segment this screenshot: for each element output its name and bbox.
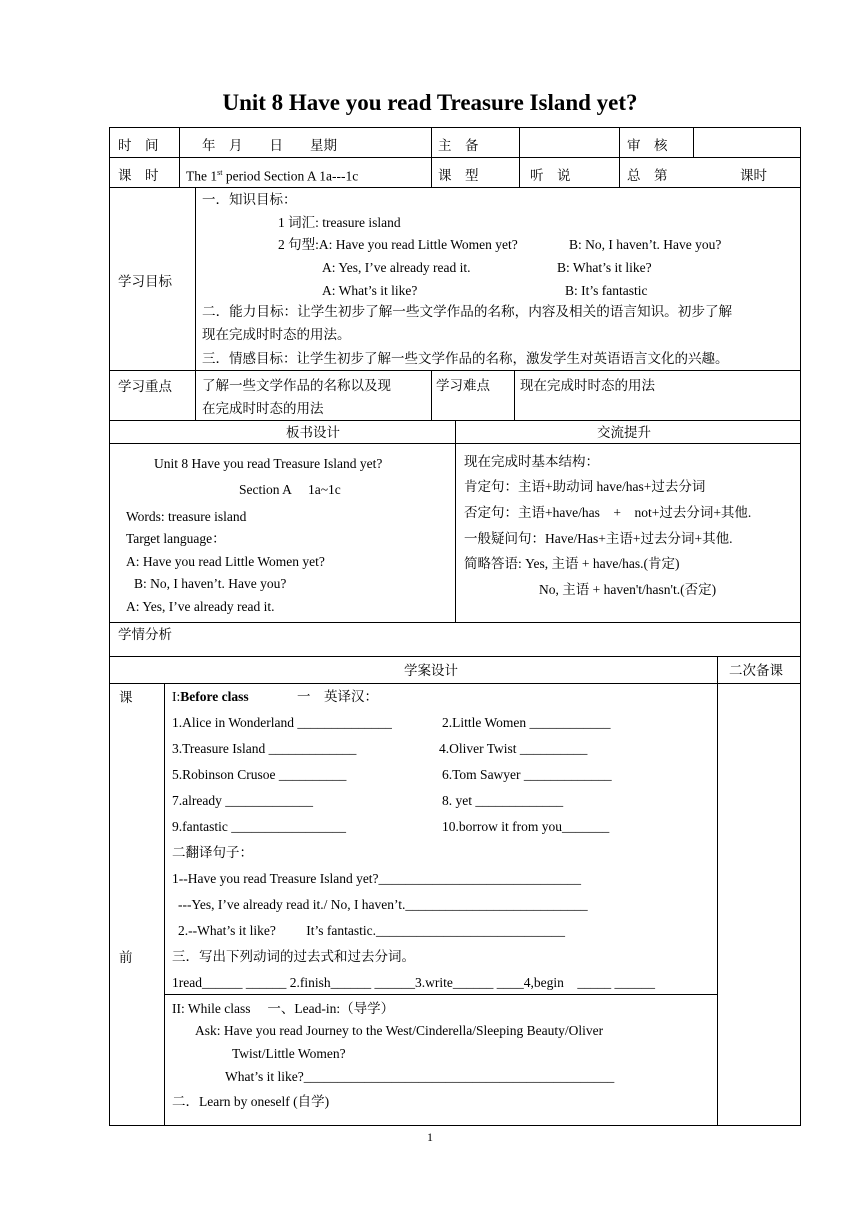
design-label: 学案设计 bbox=[404, 663, 458, 678]
ask-line: Ask: Have you read Journey to the West/Cinderella/Sleeping Beauty/Oliver bbox=[195, 1023, 604, 1038]
objective-line: B: No, I haven’t. Have you? bbox=[569, 237, 722, 252]
past-tense-line: 1read______ ______ 2.finish______ ______3.write______ ____4,begin _____ ______ bbox=[172, 975, 655, 990]
analysis-label: 学情分析 bbox=[118, 627, 172, 642]
board-line: A: Have you read Little Women yet? bbox=[126, 554, 325, 569]
exchange-line: 一般疑问句：Have/Has+主语+过去分词+其他. bbox=[464, 531, 733, 546]
exchange-line: 肯定句：主语+助动词 have/has+过去分词 bbox=[464, 479, 706, 494]
sentence-line: 1--Have you read Treasure Island yet?______________________________ bbox=[172, 871, 582, 886]
objective-line: A: What’s it like? bbox=[322, 283, 418, 298]
page-title: Unit 8 Have you read Treasure Island yet? bbox=[222, 90, 638, 115]
objective-line: B: It’s fantastic bbox=[565, 283, 648, 298]
board-line: Words: treasure island bbox=[126, 509, 247, 524]
sentence-line: 2.--What’s it like? It’s fantastic.____________________________ bbox=[178, 923, 565, 938]
review-label: 审 核 bbox=[627, 138, 668, 153]
objective-line: 1 词汇: treasure island bbox=[278, 215, 401, 230]
vocab-item: 10.borrow it from you_______ bbox=[442, 819, 610, 834]
period-label: 课 时 bbox=[118, 168, 159, 183]
main-prep-label: 主 备 bbox=[438, 138, 479, 153]
objective-line: 一．知识目标： bbox=[202, 192, 297, 207]
difficulty-text: 现在完成时时态的用法 bbox=[520, 378, 655, 393]
past-tense-title: 三．写出下列动词的过去式和过去分词。 bbox=[172, 949, 415, 964]
objective-line: A: Yes, I’ve already read it. bbox=[322, 260, 471, 275]
exchange-line: 简略答语: Yes, 主语 + have/has.(肯定) bbox=[464, 556, 680, 571]
difficulty-label: 学习难点 bbox=[436, 378, 490, 393]
board-line: B: No, I haven’t. Have you? bbox=[134, 576, 287, 591]
objective-line: 2 句型:A: Have you read Little Women yet? bbox=[278, 237, 518, 252]
board-line: Unit 8 Have you read Treasure Island yet? bbox=[154, 456, 383, 471]
date-fields: 年 月 日 星期 bbox=[202, 138, 337, 153]
board-line: Target language： bbox=[126, 531, 226, 546]
learn-line: 二．Learn by oneself (自学) bbox=[172, 1094, 330, 1109]
board-line: Section A 1a~1c bbox=[239, 482, 341, 497]
vocab-item: 3.Treasure Island _____________ bbox=[172, 741, 357, 756]
secondary-label: 二次备课 bbox=[729, 663, 783, 678]
vocab-item: 6.Tom Sawyer _____________ bbox=[442, 767, 612, 782]
objective-line: B: What’s it like? bbox=[557, 260, 652, 275]
page-number: 1 bbox=[427, 1130, 433, 1144]
vocab-item: 7.already _____________ bbox=[172, 793, 313, 808]
before-class-heading: I:Before class bbox=[172, 689, 249, 704]
total-label: 总 第 bbox=[627, 168, 668, 183]
type-label: 课 型 bbox=[438, 168, 479, 183]
translate-title: 二翻译句子： bbox=[172, 845, 253, 860]
while-class-heading: II: While class 一、Lead-in:（导学） bbox=[172, 1001, 395, 1016]
period-value: The 1st period Section A 1a---1c bbox=[186, 168, 359, 184]
vocab-item: 8. yet _____________ bbox=[442, 793, 564, 808]
ask-line: Twist/Little Women? bbox=[232, 1046, 346, 1061]
ask-line: What’s it like?______________________________________________ bbox=[225, 1069, 615, 1084]
side-char: 课 bbox=[119, 690, 133, 705]
vocab-item: 2.Little Women ____________ bbox=[442, 715, 611, 730]
exchange-line: 现在完成时基本结构： bbox=[464, 454, 599, 469]
exchange-line: No, 主语 + haven't/hasn't.(否定) bbox=[539, 582, 717, 597]
exchange-label: 交流提升 bbox=[597, 425, 651, 440]
before-class-task: 一 英译汉： bbox=[297, 689, 378, 704]
vocab-item: 1.Alice in Wonderland ______________ bbox=[172, 715, 392, 730]
hours-label: 课时 bbox=[740, 168, 767, 183]
key-points-text: 在完成时时态的用法 bbox=[202, 401, 324, 416]
side-char: 前 bbox=[119, 950, 133, 965]
key-points-text: 了解一些文学作品的名称以及现 bbox=[202, 378, 391, 393]
vocab-item: 4.Oliver Twist __________ bbox=[439, 741, 588, 756]
objective-line: 现在完成时时态的用法。 bbox=[202, 327, 351, 342]
vocab-item: 5.Robinson Crusoe __________ bbox=[172, 767, 347, 782]
objective-line: 二．能力目标：让学生初步了解一些文学作品的名称，内容及相关的语言知识。初步了解 bbox=[202, 304, 733, 319]
board-label: 板书设计 bbox=[286, 425, 340, 440]
objective-line: 三．情感目标：让学生初步了解一些文学作品的名称，激发学生对英语语言文化的兴趣。 bbox=[202, 351, 729, 366]
exchange-line: 否定句：主语+have/has + not+过去分词+其他. bbox=[464, 505, 752, 520]
key-points-label: 学习重点 bbox=[118, 379, 172, 394]
vocab-item: 9.fantastic _________________ bbox=[172, 819, 346, 834]
board-line: A: Yes, I’ve already read it. bbox=[126, 599, 275, 614]
sentence-line: ---Yes, I’ve already read it./ No, I haven’t.___________________________ bbox=[178, 897, 588, 912]
type-value: 听 说 bbox=[530, 168, 571, 183]
time-label: 时 间 bbox=[118, 138, 159, 153]
objectives-label: 学习目标 bbox=[118, 274, 172, 289]
